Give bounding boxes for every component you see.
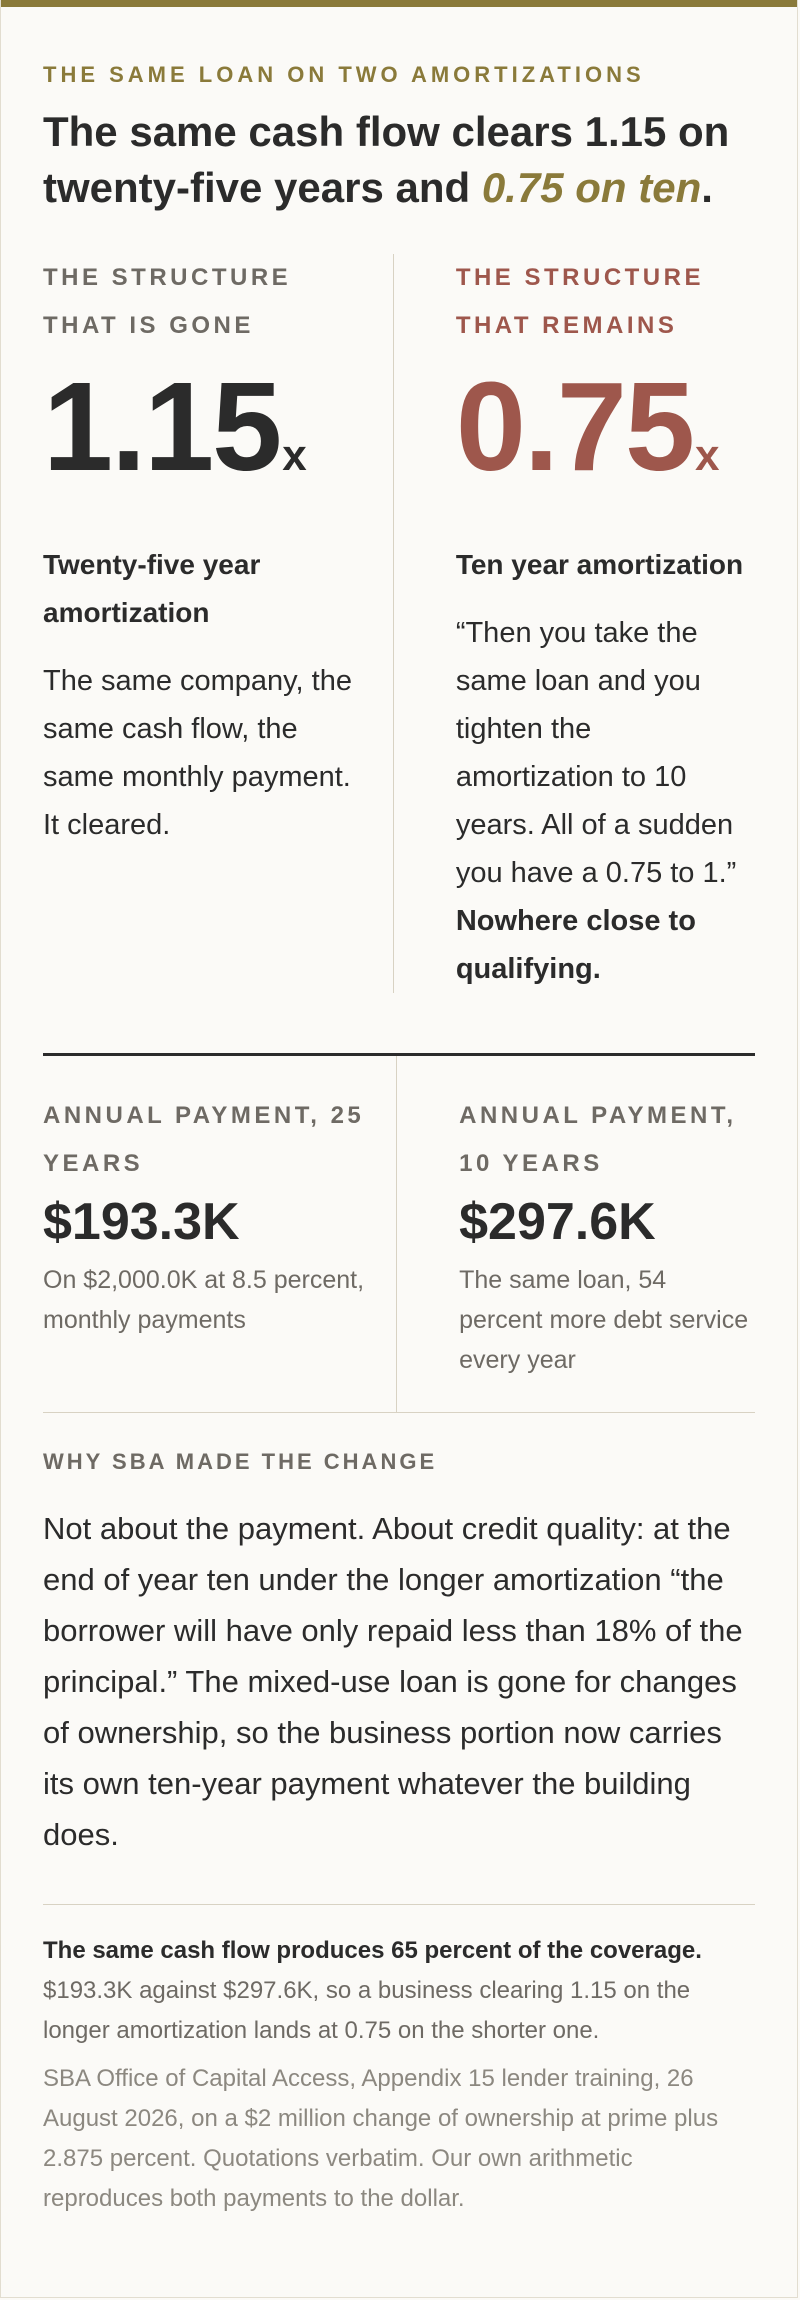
gone-label-line1: THE STRUCTURE	[43, 264, 292, 291]
why-body: Not about the payment. About credit quality: at the end of year ten under the longer amortization “the borrower will have only repaid less than 18% of the principal.” The mixed-use loan is gone for changes of ownership, so the business portion now carries its own ten-year payment whatever the building does.	[43, 1511, 743, 1852]
gone-subtitle: Twenty-five year amortization	[43, 549, 261, 628]
stat-label: ANNUAL PAYMENT, 25 YEARS	[43, 1102, 365, 1177]
remains-label-line2: THAT REMAINS	[455, 312, 678, 339]
footer-body: $193.3K against $297.6K, so a business clearing 1.15 on the longer amortization lands at 0.75 on the shorter one.	[43, 1977, 691, 2044]
footer-source: SBA Office of Capital Access, Appendix 15 lender training, 26 August 2026, on a $2 million change of ownership at prime plus 2.875 percent. Quotations verbatim. Our own arithmetic reproduces both payments to the dollar.	[43, 2065, 719, 2212]
remains-body	[456, 609, 755, 993]
stat-label: ANNUAL PAYMENT, 10 YEARS	[459, 1102, 737, 1177]
headline-text: The same cash flow clears 1.15 on twenty-five years and	[43, 108, 730, 211]
stat-value: $193.3K	[43, 1193, 240, 1251]
why-label: WHY SBA MADE THE CHANGE	[43, 1449, 438, 1474]
gone-label	[43, 254, 373, 350]
headline-highlight: 0.75 on ten	[481, 164, 702, 211]
remains-ratio-value: 0.75	[455, 356, 694, 497]
structure-gone	[43, 254, 394, 993]
remains-label	[456, 254, 755, 350]
gone-ratio	[43, 356, 373, 511]
top-accent-bar	[1, 0, 797, 7]
footer-summary: The same cash flow produces 65 percent of the coverage.	[43, 1937, 702, 1964]
kicker: THE SAME LOAN ON TWO AMORTIZATIONS	[43, 62, 645, 87]
gone-ratio-value: 1.15	[43, 356, 281, 497]
headline-end: .	[701, 164, 713, 211]
headline	[43, 104, 755, 216]
structure-remains	[394, 254, 755, 993]
divider	[43, 1904, 755, 1905]
divider	[43, 1412, 755, 1413]
stat-25-years	[43, 1056, 397, 1412]
gone-body: The same company, the same cash flow, the same monthly payment. It cleared.	[43, 665, 352, 841]
stat-note: The same loan, 54 percent more debt service every year	[459, 1266, 749, 1374]
remains-label-line1: THE STRUCTURE	[455, 264, 704, 291]
remains-ratio-suffix: x	[695, 431, 720, 480]
stat-value: $297.6K	[459, 1193, 656, 1251]
remains-ratio	[455, 356, 755, 511]
remains-emphasis: Nowhere close to qualifying.	[455, 905, 696, 985]
remains-subtitle: Ten year amortization	[455, 549, 744, 580]
gone-label-line2: THAT IS GONE	[43, 312, 254, 339]
gone-ratio-suffix: x	[282, 431, 307, 480]
stat-10-years	[397, 1056, 755, 1412]
comparison	[43, 254, 755, 993]
payment-stats	[43, 1056, 755, 1412]
remains-quote: “Then you take the same loan and you tighten the amortization to 10 years. All of a sudden you have a 0.75 to 1.”	[455, 617, 737, 889]
stat-note: On $2,000.0K at 8.5 percent, monthly payments	[43, 1266, 365, 1334]
